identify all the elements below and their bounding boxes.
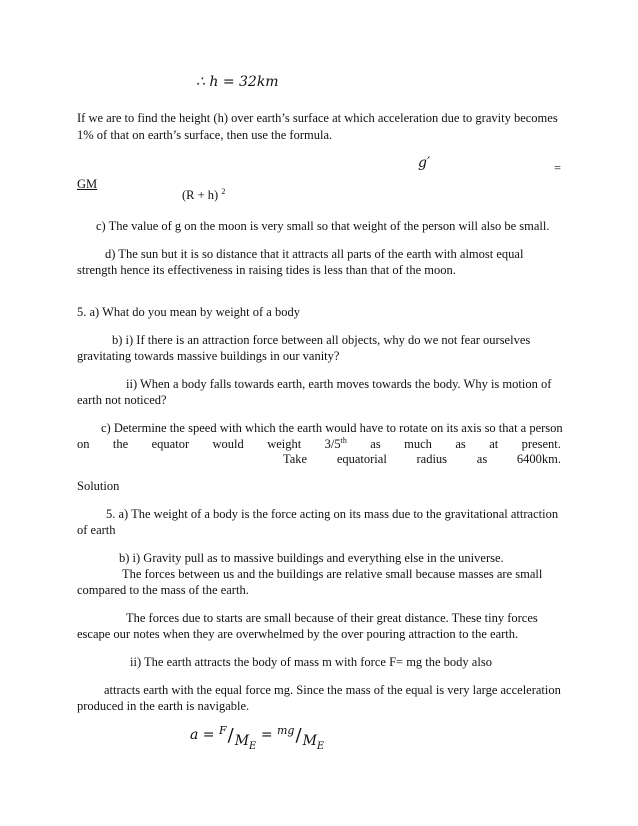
word: radius [416, 452, 448, 466]
mass-symbol: M [234, 733, 250, 749]
word: as [476, 452, 488, 466]
word: weight [267, 437, 302, 451]
question-5a: 5. a) What do you mean by weight of a body [77, 305, 300, 319]
word: much [404, 437, 432, 451]
word: would [212, 437, 244, 451]
solution-attracts-line: attracts earth with the equal force mg. Since the mass of the equal is very large acceleration [104, 683, 561, 697]
eq-equals: = [260, 727, 273, 743]
mass-symbol: M [302, 733, 317, 749]
question-5c-justified-line [283, 451, 561, 467]
paragraph-line: If we are to find the height (h) over earth’s surface at which acceleration due to gravity becomes [77, 111, 558, 125]
fraction-mg-over-me: mg / $M_E$ [277, 725, 324, 753]
word: on [77, 437, 90, 451]
formula-r-plus-h: (R + h) [182, 188, 219, 202]
word: the [112, 437, 129, 451]
eq-lhs: a = [190, 727, 215, 743]
formula-exponent: 2 [221, 186, 226, 196]
solution-5a-line: of earth [77, 523, 116, 537]
fraction-text: 3/5 [324, 437, 341, 451]
solution-5a-line: 5. a) The weight of a body is the force acting on its mass due to the gravitational attraction [106, 507, 559, 521]
fraction-numerator: F [218, 724, 227, 737]
question-5b-line: b) i) If there is an attraction force between all objects, why do we not fear ourselves [112, 333, 531, 347]
question-5bii-line: earth not noticed? [77, 393, 167, 407]
solution-forces-line: The forces due to starts are small because of their great distance. These tiny forces [126, 611, 538, 625]
subscript-e: E [316, 740, 325, 752]
paragraph-line: d) The sun but it is so distance that it attracts all parts of the earth with almost equal [105, 247, 524, 261]
paragraph-c: c) The value of g on the moon is very small so that weight of the person will also be small. [96, 219, 550, 233]
word: equatorial [336, 452, 387, 466]
ordinal-suffix: th [340, 435, 347, 445]
solution-5b-line: The forces between us and the buildings are relative small because masses are small [122, 567, 543, 581]
formula-denominator [182, 187, 225, 203]
paragraph-line: strength hence its effectiveness in raising tides is less than that of the moon. [77, 263, 456, 277]
question-5c-line: c) Determine the speed with which the earth would have to rotate on its axis so that a person [101, 421, 563, 435]
solution-5bii-line: ii) The earth attracts the body of mass m with force F= mg the body also [130, 655, 492, 669]
solution-attracts-line: produced in the earth is navigable. [77, 699, 250, 713]
word: as [455, 437, 466, 451]
equation-h-result: ∴ h = 32km [196, 74, 279, 90]
solution-forces-line: escape our notes when they are overwhelmed by the over pouring attraction to the earth. [77, 627, 519, 641]
question-5bii-line: ii) When a body falls towards earth, earth moves towards the body. Why is motion of [126, 377, 552, 391]
formula-g-prime: g′ [418, 155, 431, 171]
formula-numerator-gm: GM [77, 177, 98, 191]
solution-5b-line: b) i) Gravity pull as to massive buildings and everything else in the universe. [119, 551, 504, 565]
word: present. [521, 437, 561, 451]
solution-5b-line: compared to the mass of the earth. [77, 583, 249, 597]
word: equator [151, 437, 190, 451]
fraction-denominator [303, 730, 325, 758]
question-5c-justified-line [77, 436, 561, 452]
fraction-f-over-me: F / $M_E$ [219, 725, 256, 753]
word: at [489, 437, 499, 451]
equation-acceleration [190, 724, 324, 753]
word: as [370, 437, 381, 451]
word: 6400km. [516, 452, 561, 466]
word: Take [283, 452, 308, 466]
subscript-e: E [249, 740, 257, 752]
question-5b-line: gravitating towards massive buildings in our vanity? [77, 349, 340, 363]
fraction-numerator: mg [277, 724, 295, 737]
paragraph-line: 1% of that on earth’s surface, then use the formula. [77, 128, 333, 142]
formula-equals-sign: = [554, 161, 562, 175]
fraction-denominator [235, 730, 257, 758]
solution-heading: Solution [77, 479, 120, 493]
word-fraction [325, 436, 347, 452]
